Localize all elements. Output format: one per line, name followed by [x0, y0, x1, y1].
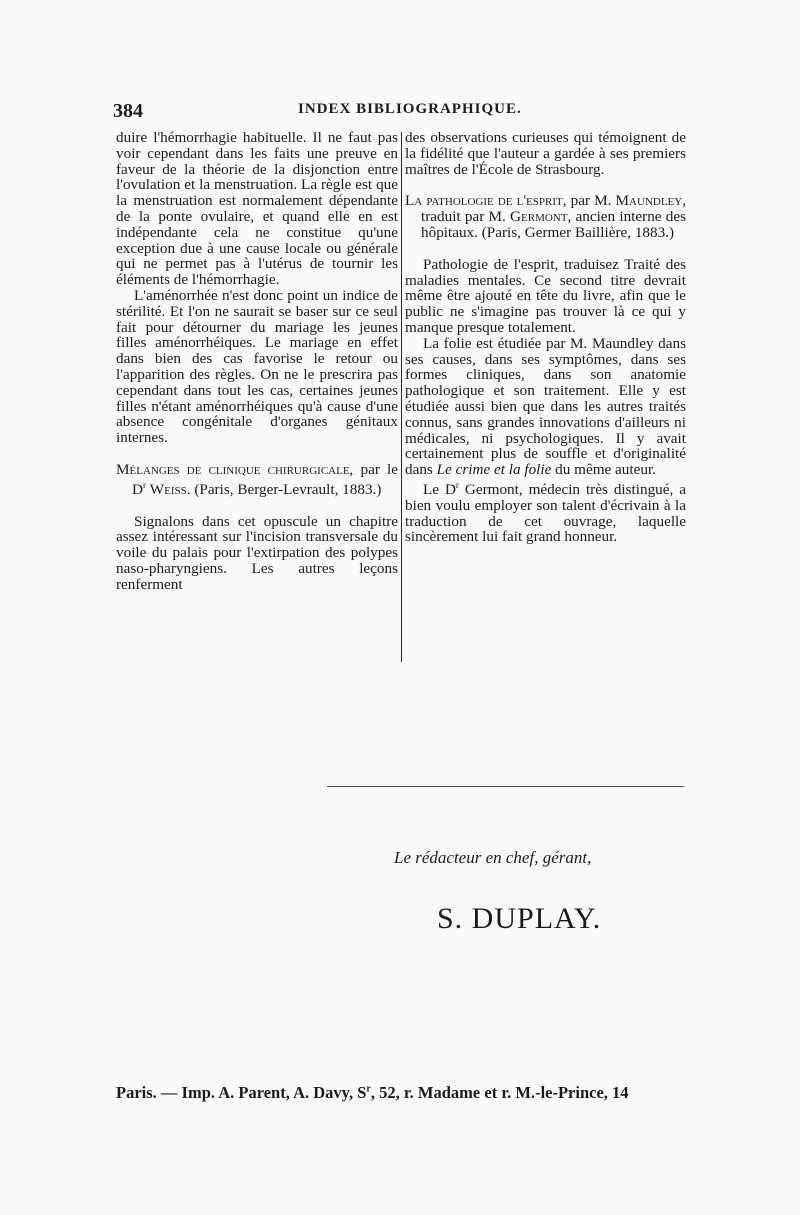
bibliography-entry: [405, 193, 686, 240]
signature-rule: [327, 786, 684, 787]
printer-imprint: [116, 1083, 690, 1103]
entry-publisher: (Paris, Berger-Levrault, 1883.): [194, 480, 382, 498]
paragraph: Pathologie de l'esprit, traduisez Traité des maladies mentales. Ce second titre devrait même être ajouté en tête du livre, afin que le public ne s'imagine pas trouver là ce qui y manque presque totalement.: [405, 255, 686, 336]
bibliography-entry: [116, 462, 398, 498]
entry-par: par M.: [570, 192, 612, 210]
running-head: INDEX BIBLIOGRAPHIQUE.: [298, 101, 522, 117]
paragraph: [405, 336, 686, 478]
page-number: 384: [113, 100, 143, 122]
column-divider: [401, 132, 402, 662]
paragraph-text: La folie est étudiée par M. Maundley dans ses causes, dans ses symptômes, dans ses formes cliniques, dans son anatomie pathologique et son traitement. Elle y est étudiée aussi bien que dans les autres traités connus, sans grandes innovations d'ailleurs ni médicales, ni psychologiques. Il y avait certainement plus de souffle et d'originalité dans: [405, 334, 686, 479]
paragraph-text-end: du même auteur.: [555, 461, 656, 479]
printer-sup: r: [366, 1083, 371, 1095]
editor-name: S. DUPLAY.: [437, 902, 602, 935]
cited-title: Le crime et la folie: [436, 461, 552, 479]
paragraph-text: Le D: [423, 481, 456, 498]
entry-translator: Germont,: [510, 208, 572, 226]
entry-by: par le D: [132, 460, 398, 498]
doctor-sup: r: [455, 479, 459, 490]
printer-line: Paris. — Imp. A. Parent, A. Davy, S: [116, 1083, 367, 1102]
left-column: [116, 130, 398, 593]
entry-role: ancien interne des hôpitaux.: [421, 208, 687, 241]
paragraph: L'aménorrhée n'est donc point un indice de stérilité. Et l'on ne saurait se baser sur ce seul fait pour détourner du mariage les jeunes filles aménorrhéiques. Le mariage en effet dans bien des cas favorise le retour ou l'apparition des règles. On ne le prescrira pas cependant dans tout les cas, certaines jeunes filles n'étant aménorrhéiques qu'à cause d'une absence congénitale d'organes génitaux internes.: [116, 286, 398, 447]
entry-author: Weiss.: [149, 480, 191, 498]
paragraph: Signalons dans cet opuscule un chapitre assez intéressant sur l'incision transversale du voile du palais pour l'extirpation des polypes naso-pharyngiens. Les autres leçons renferment: [116, 512, 398, 593]
paragraph: des observations curieuses qui témoignent de la fidélité que l'auteur a gardée à ses premiers maîtres de l'École de Strasbourg.: [405, 129, 686, 178]
printer-rest: , 52, r. Madame et r. M.-le-Prince, 14: [370, 1083, 629, 1102]
entry-title: Mélanges de clinique chirurgicale,: [116, 460, 354, 478]
entry-trad: traduit par M.: [421, 208, 506, 226]
entry-author: Maundley,: [615, 192, 687, 210]
entry-by-sup: r: [142, 479, 146, 490]
editor-role: Le rédacteur en chef, gérant,: [394, 848, 592, 867]
entry-title: La pathologie de l'esprit,: [405, 192, 567, 210]
paragraph: [405, 478, 686, 545]
paragraph-text-rest: Germont, médecin très distingué, a bien voulu employer son talent d'écrivain à la traduction de cet ouvrage, laquelle sincèrement lui fait grand honneur.: [405, 481, 686, 546]
entry-publisher: (Paris, Germer Baillière, 1883.): [481, 223, 675, 241]
right-column: [405, 130, 686, 545]
paragraph: duire l'hémorrhagie habituelle. Il ne faut pas voir cependant dans les faits une preuve en faveur de la théorie de la disjonction entre l'ovulation et la menstruation. La règle est que la menstruation est normalement dépendante de la ponte ovulaire, et quand elle en est indépendante cela ne constitue qu'une exception due à une cause locale ou générale qui ne permet pas à l'utérus de tournir les éléments de l'hémorrhagie.: [116, 129, 398, 289]
